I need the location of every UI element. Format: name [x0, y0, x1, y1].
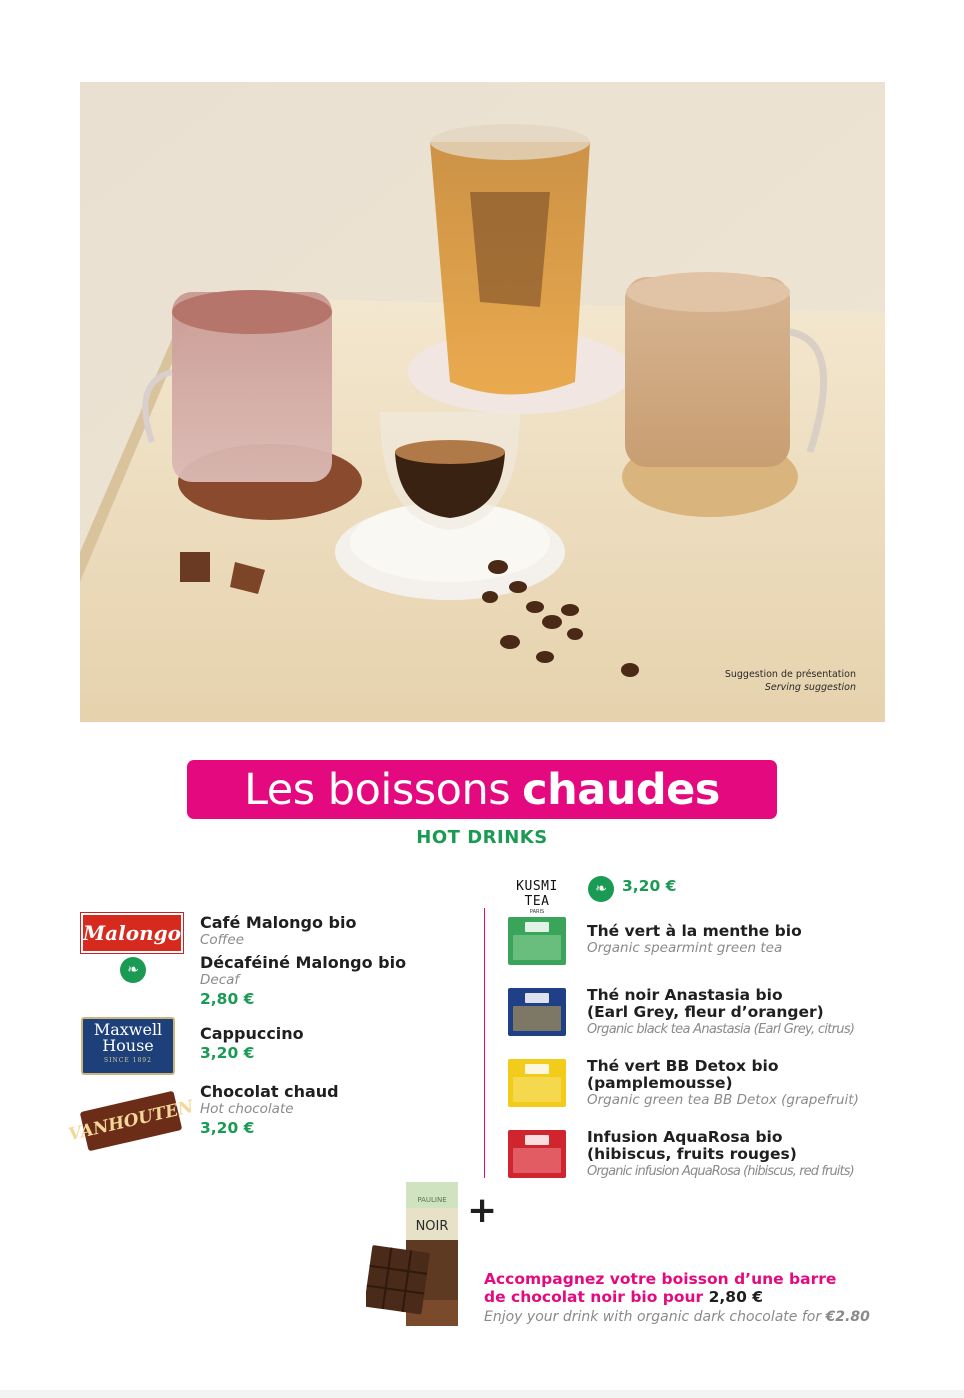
menu-item-coffee: [200, 913, 356, 949]
photo-caption: [725, 668, 856, 694]
tea-box-anastasia: [508, 988, 566, 1036]
maxwell-house-logo: [81, 1017, 175, 1075]
subtitle: HOT DRINKS: [416, 827, 548, 848]
tea-name-fr: Thé vert BB Detox bio: [587, 1057, 779, 1075]
organic-leaf-icon: ❧: [120, 957, 146, 983]
malongo-logo: [81, 913, 183, 953]
item-price: 3,20 €: [200, 1044, 255, 1062]
column-divider: [484, 908, 485, 1178]
malongo-logo-text: Malongo: [83, 921, 181, 945]
tea-name-en: Organic infusion AquaRosa (hibiscus, red fruits): [587, 1164, 854, 1179]
promo-line3: [484, 1306, 870, 1328]
van-houten-logo: [66, 1091, 196, 1152]
promo-price-en: €2.80: [825, 1309, 870, 1325]
tea-item-bb-detox: [587, 1058, 859, 1109]
maxwell-since: SINCE 1892: [104, 1057, 152, 1064]
tea-name-fr: Infusion AquaRosa bio: [587, 1128, 783, 1146]
caption-fr: Suggestion de présentation: [724, 669, 856, 680]
tea-item-aquarosa: [587, 1129, 854, 1180]
menu-item-decaf: [200, 953, 406, 1010]
promo-price-fr: 2,80 €: [708, 1288, 764, 1306]
tea-name-fr: Thé noir Anastasia bio: [587, 986, 783, 1004]
tea-name-fr: Thé vert à la menthe bio: [587, 922, 802, 940]
tea-name-fr-detail: (pamplemousse): [587, 1074, 733, 1092]
promo-line1: Accompagnez votre boisson d’une barre: [484, 1270, 837, 1288]
kusmi-brand: KUSMI TEA: [516, 879, 558, 909]
hero-photo: [80, 82, 885, 722]
menu-item-hot-chocolate: [200, 1082, 339, 1139]
title-part1: Les boissons: [244, 764, 511, 815]
kusmi-tea-logo: [505, 879, 569, 915]
bar-name: NOIR: [415, 1219, 449, 1234]
item-name-fr: Cappuccino: [200, 1024, 304, 1043]
promo-line2: [484, 1288, 870, 1306]
tea-box-spearmint: [508, 917, 566, 965]
tea-name-fr-detail: (hibiscus, fruits rouges): [587, 1145, 797, 1163]
title-banner: [187, 760, 777, 819]
kusmi-brand-sub: PARIS: [529, 909, 545, 915]
promo-line2-text: de chocolat noir bio pour: [484, 1288, 704, 1306]
tea-name-fr-detail: (Earl Grey, fleur d’oranger): [587, 1003, 824, 1021]
plus-sign: +: [467, 1190, 498, 1231]
tea-name-en: Organic spearmint green tea: [587, 940, 783, 956]
tea-box-bb-detox: [508, 1059, 566, 1107]
menu-item-cappuccino: [200, 1024, 304, 1064]
tea-price: 3,20 €: [622, 877, 677, 895]
item-price: 3,20 €: [200, 1119, 255, 1137]
bar-brand: PAULINE: [417, 1196, 447, 1204]
maxwell-line2: House: [102, 1036, 154, 1055]
chocolate-promo: [484, 1270, 870, 1328]
organic-leaf-icon: ❧: [588, 876, 614, 902]
tea-name-en: Organic black tea Anastasia (Earl Grey, citrus): [587, 1022, 855, 1037]
vanhouten-logo-text: VANHOUTEN: [66, 1096, 196, 1146]
item-name-en: Coffee: [200, 932, 245, 948]
item-name-fr: Décaféiné Malongo bio: [200, 953, 407, 972]
hot-drinks-illustration: [80, 82, 885, 722]
bottom-rule: [0, 1390, 964, 1398]
title-part2: chaudes: [522, 764, 720, 815]
caption-en: Serving suggestion: [764, 682, 856, 693]
item-price: 2,80 €: [200, 990, 255, 1008]
item-name-fr: Chocolat chaud: [200, 1082, 339, 1101]
chocolate-bar-image: [366, 1180, 462, 1328]
tea-item-spearmint: [587, 923, 802, 957]
maxwell-line1: Maxwell: [93, 1020, 163, 1039]
item-name-en: Hot chocolate: [200, 1101, 294, 1117]
tea-box-aquarosa: [508, 1130, 566, 1178]
item-name-fr: Café Malongo bio: [200, 913, 357, 932]
item-name-en: Decaf: [200, 972, 240, 988]
tea-item-anastasia: [587, 987, 854, 1038]
promo-line3-text: Enjoy your drink with organic dark chocolate for: [484, 1309, 822, 1325]
tea-name-en: Organic green tea BB Detox (grapefruit): [587, 1092, 859, 1108]
